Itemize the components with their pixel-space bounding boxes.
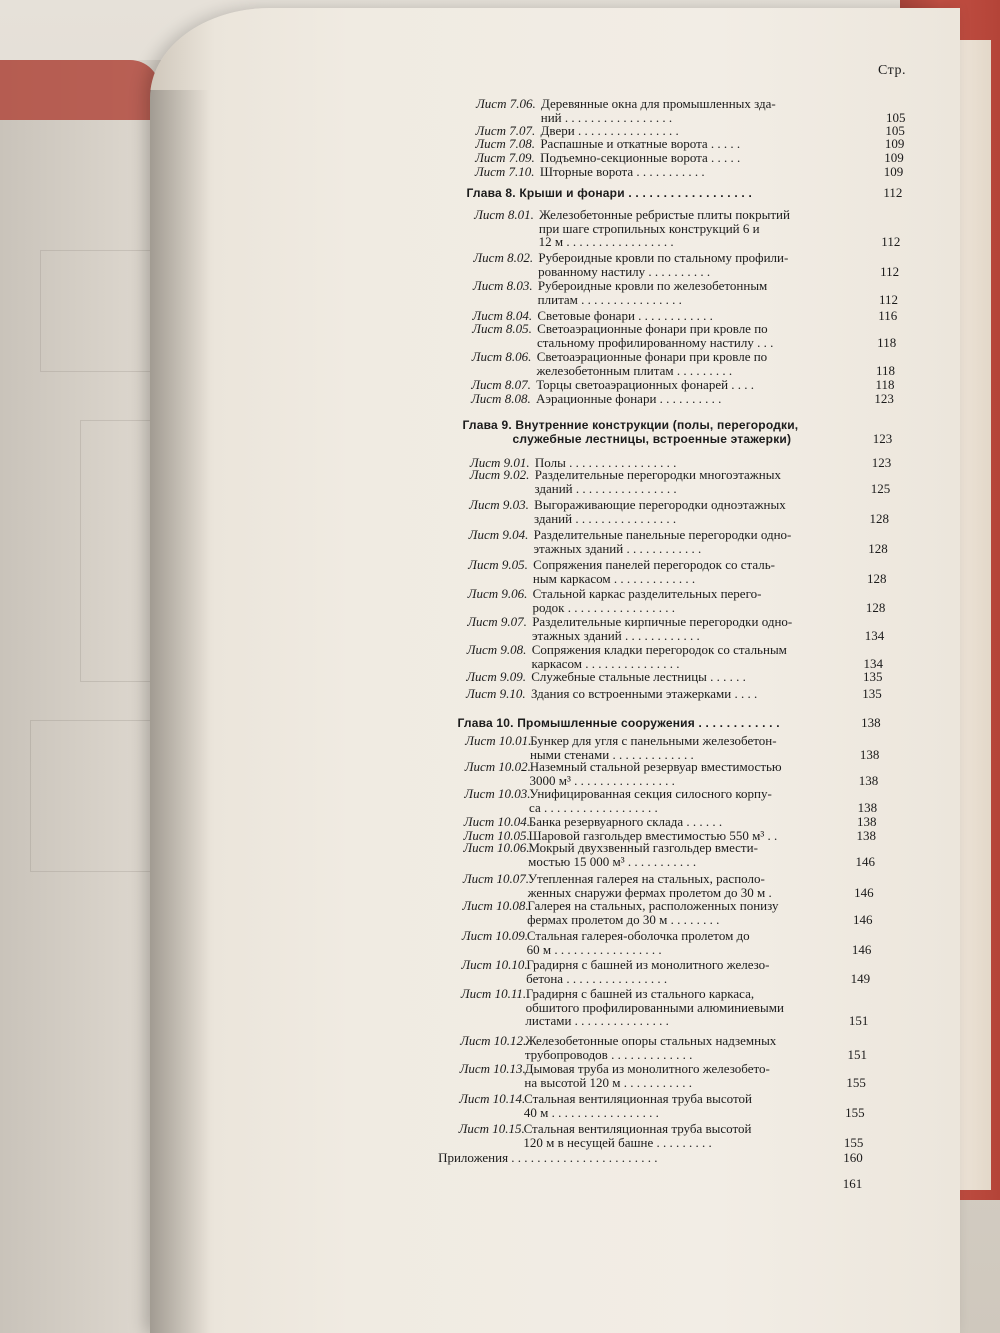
sheet-label: Лист 10.01. xyxy=(465,733,532,748)
entry-title-line: Железобетонные ребристые плиты покрытий xyxy=(539,207,790,222)
toc-entry[interactable] xyxy=(459,1122,525,1136)
entry-title-line: Распашные и откатные ворота . . . . . xyxy=(540,136,741,151)
page-number: 138 xyxy=(859,746,880,762)
page-number: 105 xyxy=(885,109,906,125)
entry-title-line: Рубероидные кровли по железобетонным xyxy=(537,278,768,293)
toc-entry[interactable] xyxy=(469,528,529,542)
page-number: 128 xyxy=(867,570,887,586)
page-number: 109 xyxy=(884,150,904,165)
sheet-label: Лист 10.03. xyxy=(464,786,531,801)
toc-entry[interactable] xyxy=(475,165,535,179)
entry-title-line: Полы . . . . . . . . . . . . . . . . . xyxy=(534,455,677,470)
sheet-label: Лист 10.05. xyxy=(463,828,530,843)
sheet-label: Лист 8.05. xyxy=(472,321,532,336)
page-number: 146 xyxy=(851,941,872,957)
toc-entry[interactable] xyxy=(472,322,532,336)
page-number: 118 xyxy=(877,334,897,350)
toc-entry[interactable] xyxy=(467,615,527,629)
page-number: 116 xyxy=(878,308,898,323)
sheet-label: Лист 9.07. xyxy=(467,614,527,629)
page-number: 123 xyxy=(874,391,894,406)
page-number: 128 xyxy=(865,599,886,615)
page-number: 155 xyxy=(846,1074,866,1090)
toc-entry[interactable] xyxy=(473,279,533,293)
sheet-label: Лист 7.09. xyxy=(475,150,535,165)
entry-title-line: Торцы светоаэрационных фонарей . . . . xyxy=(536,377,755,392)
page-number: 109 xyxy=(883,164,904,179)
sheet-label: Лист 10.12. xyxy=(460,1033,527,1048)
entry-title-line: Банка резервуарного склада . . . . . . xyxy=(528,814,723,829)
sheet-label: Лист 10.08. xyxy=(462,898,529,913)
entry-title-line: Подъемно-секционные ворота . . . . . xyxy=(540,150,741,165)
entry-title-line: Разделительные кирпичные перегородки одно- xyxy=(532,614,793,629)
entry-title-line: Шторные ворота . . . . . . . . . . . xyxy=(539,164,705,179)
toc-entry[interactable] xyxy=(475,151,535,165)
toc-entry[interactable] xyxy=(460,1034,526,1048)
page-number: 118 xyxy=(875,377,895,392)
page-number: 138 xyxy=(857,814,877,829)
toc-entry[interactable] xyxy=(472,350,532,364)
sheet-label: Лист 8.08. xyxy=(470,391,531,406)
toc-entry[interactable] xyxy=(467,643,527,657)
page-number: 138 xyxy=(856,828,876,843)
entry-title-line: на высотой 120 м . . . . . . . . . . . xyxy=(524,1074,693,1090)
page-number: 125 xyxy=(870,480,891,496)
entry-title-line: Стальная галерея-оболочка пролетом до xyxy=(526,928,750,943)
sheet-label: Лист 10.11. xyxy=(460,986,527,1001)
page-column-header: Стр. xyxy=(878,63,906,78)
sheet-label: Лист 8.07. xyxy=(471,377,531,392)
toc-entry[interactable] xyxy=(468,558,528,572)
page-number: 151 xyxy=(847,1046,868,1062)
toc-entry[interactable] xyxy=(466,670,526,684)
entry-title-line: Стальная вентиляционная труба высотой xyxy=(524,1091,752,1106)
sheet-label: Лист 9.03. xyxy=(469,497,529,512)
entry-title-line: Служебные стальные лестницы . . . . . . xyxy=(531,669,746,684)
sheet-label: Лист 10.07. xyxy=(462,871,530,886)
entry-title-line: этажных зданий . . . . . . . . . . . . xyxy=(533,540,702,556)
page-number: 146 xyxy=(853,911,873,927)
sheet-label: Лист 7.07. xyxy=(475,123,536,138)
entry-title-line: Галерея на стальных, расположенных понизу xyxy=(527,898,779,913)
page-number: 105 xyxy=(885,123,905,138)
entry-title-line: Сопряжения кладки перегородок со стальным xyxy=(531,642,787,657)
entry-title-line: Разделительные панельные перегородки одно- xyxy=(533,527,792,542)
entry-title-line: плитам . . . . . . . . . . . . . . . . xyxy=(537,291,682,307)
entry-title-line: бетона . . . . . . . . . . . . . . . . xyxy=(526,970,668,986)
entry-title-line: женных снаружи фермах пролетом до 30 м . xyxy=(527,884,772,900)
sheet-label: Лист 9.09. xyxy=(466,669,526,684)
page-number: 149 xyxy=(850,970,871,986)
page-number: 112 xyxy=(881,234,901,250)
entry-title-line: зданий . . . . . . . . . . . . . . . . xyxy=(534,480,677,496)
entry-title-line: 3000 м³ . . . . . . . . . . . . . . . . xyxy=(529,772,675,788)
entry-title-line: мостью 15 000 м³ . . . . . . . . . . . xyxy=(528,853,697,869)
sheet-label: Лист 10.06. xyxy=(463,840,530,855)
entry-title-line: каркасом . . . . . . . . . . . . . . . xyxy=(531,655,680,671)
entry-title-line: Градирня с башней из стального каркаса, xyxy=(525,986,755,1001)
page-number: 118 xyxy=(876,362,896,378)
page-number: 134 xyxy=(863,655,884,671)
page-number: 160 xyxy=(843,1150,863,1165)
entry-title-line: зданий . . . . . . . . . . . . . . . . xyxy=(533,510,677,526)
entry-title-line: Стальная вентиляционная труба высотой xyxy=(523,1121,752,1136)
entry-title-line: Разделительные перегородки многоэтажных xyxy=(534,467,781,482)
toc-entry[interactable] xyxy=(461,987,526,1001)
entry-title-line: Рубероидные кровли по стальному профили- xyxy=(538,250,789,265)
page-number: 161 xyxy=(842,1176,863,1191)
toc-entry[interactable] xyxy=(465,760,531,774)
entry-title-line: ний . . . . . . . . . . . . . . . . . xyxy=(540,109,673,125)
entry-title-line: этажных зданий . . . . . . . . . . . . xyxy=(531,627,700,643)
entry-title-line: Утепленная галерея на стальных, располо- xyxy=(527,871,765,886)
entry-title-line: листами . . . . . . . . . . . . . . . xyxy=(525,1013,669,1029)
chapter-heading[interactable]: Глава 10. Промышленные сооружения . . . . . . . . . . . . xyxy=(457,716,780,730)
toc-entry[interactable] xyxy=(476,97,536,111)
entry-title-line: Светоаэрационные фонари при кровле по xyxy=(537,321,768,336)
entry-title-line: Аэрационные фонари . . . . . . . . . . xyxy=(535,391,722,406)
toc-entry[interactable] xyxy=(469,498,529,512)
entry-title-line: Унифицированная секция силосного корпу- xyxy=(529,786,772,801)
entry-title-line: ным каркасом . . . . . . . . . . . . . xyxy=(532,570,696,586)
sheet-label: Лист 10.02. xyxy=(464,759,531,774)
entry-title-line: Мокрый двухзвенный газгольдер вмести- xyxy=(528,840,758,855)
entry-title-line: Световые фонари . . . . . . . . . . . . xyxy=(537,308,713,323)
entry-title-line: Наземный стальной резервуар вместимостью xyxy=(529,759,782,774)
entry-title-line: Деревянные окна для промышленных зда- xyxy=(541,96,776,111)
page-number: 112 xyxy=(883,185,903,200)
page-number: 128 xyxy=(869,510,889,526)
toc-entry[interactable] xyxy=(475,137,535,151)
toc-entry[interactable] xyxy=(462,899,528,913)
entry-title-line: Здания со встроенными этажерками . . . . xyxy=(530,686,758,701)
page-number: 112 xyxy=(880,263,900,279)
sheet-label: Лист 10.13. xyxy=(459,1061,526,1076)
entry-title-line: Светоаэрационные фонари при кровле по xyxy=(536,349,768,364)
page-number: 109 xyxy=(884,136,905,151)
toc-entry[interactable] xyxy=(474,208,534,222)
entry-title-line: трубопроводов . . . . . . . . . . . . . xyxy=(524,1046,693,1062)
entry-title-line: са . . . . . . . . . . . . . . . . . . xyxy=(529,799,658,815)
toc-entry[interactable] xyxy=(470,468,530,482)
entry-title-line: 40 м . . . . . . . . . . . . . . . . . xyxy=(523,1104,659,1120)
page-number: 135 xyxy=(862,686,882,701)
sheet-label: Лист 10.04. xyxy=(463,814,530,829)
entry-title-line: Градирня с башней из монолитного железо- xyxy=(526,957,770,972)
entry-title-line: железобетонным плитам . . . . . . . . . xyxy=(536,362,733,378)
entry-title-line: родок . . . . . . . . . . . . . . . . . xyxy=(532,599,675,615)
toc-entry[interactable] xyxy=(459,1092,525,1106)
entry-title-line: Выгораживающие перегородки одноэтажных xyxy=(534,497,786,512)
entry-title-line: рованному настилу . . . . . . . . . . xyxy=(538,263,711,279)
entry-title-line: ными стенами . . . . . . . . . . . . . xyxy=(529,746,694,762)
entry-title-line: Бункер для угля с панельными железобетон- xyxy=(530,733,777,748)
sheet-label: Лист 9.10. xyxy=(465,686,526,701)
sheet-label: Лист 9.01. xyxy=(469,455,530,470)
entry-title-line: Дымовая труба из монолитного железобето- xyxy=(524,1061,770,1076)
page-number: 151 xyxy=(848,1013,869,1029)
sheet-label: Лист 9.08. xyxy=(466,642,527,657)
toc-entry[interactable] xyxy=(462,929,528,943)
entry-title-line: фермах пролетом до 30 м . . . . . . . . xyxy=(527,911,720,927)
sheet-label: Лист 8.01. xyxy=(474,207,534,222)
entry-title-line: Сопряжения панелей перегородок со сталь- xyxy=(533,557,775,572)
sheet-label: Лист 9.05. xyxy=(468,557,528,572)
page-number: 146 xyxy=(855,853,875,869)
sheet-label: Лист 9.04. xyxy=(468,527,529,542)
entry-title-line: стальному профилированному настилу . . . xyxy=(536,334,774,350)
sheet-label: Лист 10.09. xyxy=(461,928,529,943)
toc-entry[interactable] xyxy=(463,841,529,855)
toc-entry[interactable] xyxy=(471,392,531,406)
toc-entry[interactable] xyxy=(464,815,530,829)
entry-title-line: 60 м . . . . . . . . . . . . . . . . . xyxy=(526,941,662,957)
sheet-label: Лист 9.02. xyxy=(469,467,530,482)
entry-title-line: при шаге стропильных конструкций 6 и xyxy=(538,220,760,236)
page-number: 128 xyxy=(868,540,888,556)
entry-title-line: 12 м . . . . . . . . . . . . . . . . . xyxy=(538,234,674,250)
page-number: 138 xyxy=(861,715,881,730)
entry-title-line: Стальной каркас разделительных перего- xyxy=(532,586,762,601)
sheet-label: Лист 10.10. xyxy=(461,957,528,972)
appendix-entry[interactable]: Приложения . . . . . . . . . . . . . . . . . . . . . . . xyxy=(438,1150,658,1165)
page-number: 155 xyxy=(843,1134,864,1150)
chapter-heading[interactable]: Глава 8. Крыши и фонари . . . . . . . . . . . . . . . . . . xyxy=(466,186,753,200)
page-number: 138 xyxy=(858,772,879,788)
page-number: 155 xyxy=(845,1104,865,1120)
entry-title-line: 120 м в несущей башне . . . . . . . . . xyxy=(523,1134,712,1150)
sheet-label: Лист 9.06. xyxy=(467,586,528,601)
sheet-label: Лист 7.10. xyxy=(474,164,535,179)
toc-entry[interactable] xyxy=(464,787,530,801)
page-number: 146 xyxy=(854,884,874,900)
sheet-label: Лист 8.02. xyxy=(473,250,534,265)
page-number: 138 xyxy=(857,799,878,815)
toc-entry[interactable] xyxy=(466,687,526,701)
sheet-label: Лист 7.06. xyxy=(476,96,536,111)
sheet-label: Лист 10.14. xyxy=(459,1091,526,1106)
toc-entry[interactable] xyxy=(463,872,529,886)
page-number: 123 xyxy=(871,455,892,470)
toc-entry[interactable] xyxy=(471,378,531,392)
toc-entry[interactable] xyxy=(461,958,527,972)
entry-title-line: обшитого профилированными алюминиевыми xyxy=(525,999,784,1015)
entry-title-line: Железобетонные опоры стальных надземных xyxy=(525,1033,777,1048)
page-number: 135 xyxy=(863,669,883,684)
entry-title-line: Шаровой газгольдер вместимостью 550 м³ . . xyxy=(528,828,778,843)
toc-entry[interactable] xyxy=(465,734,531,748)
chapter-heading[interactable]: Глава 9. Внутренние конструкции (полы, перегородки, xyxy=(462,418,799,432)
toc-entry[interactable] xyxy=(473,251,533,265)
sheet-label: Лист 10.15. xyxy=(458,1121,525,1136)
sheet-label: Лист 8.03. xyxy=(472,278,533,293)
page-number: 134 xyxy=(864,627,885,643)
entry-title-line: Двери . . . . . . . . . . . . . . . . xyxy=(540,123,679,138)
sheet-label: Лист 8.06. xyxy=(471,349,532,364)
page-number: 123 xyxy=(872,430,893,446)
page-number: 112 xyxy=(878,291,898,307)
sheet-label: Лист 8.04. xyxy=(472,308,533,323)
toc-entry[interactable] xyxy=(468,587,528,601)
sheet-label: Лист 7.08. xyxy=(475,136,536,151)
toc-entry[interactable] xyxy=(460,1062,526,1076)
chapter-heading[interactable]: служебные лестницы, встроенные этажерки) xyxy=(512,431,792,446)
